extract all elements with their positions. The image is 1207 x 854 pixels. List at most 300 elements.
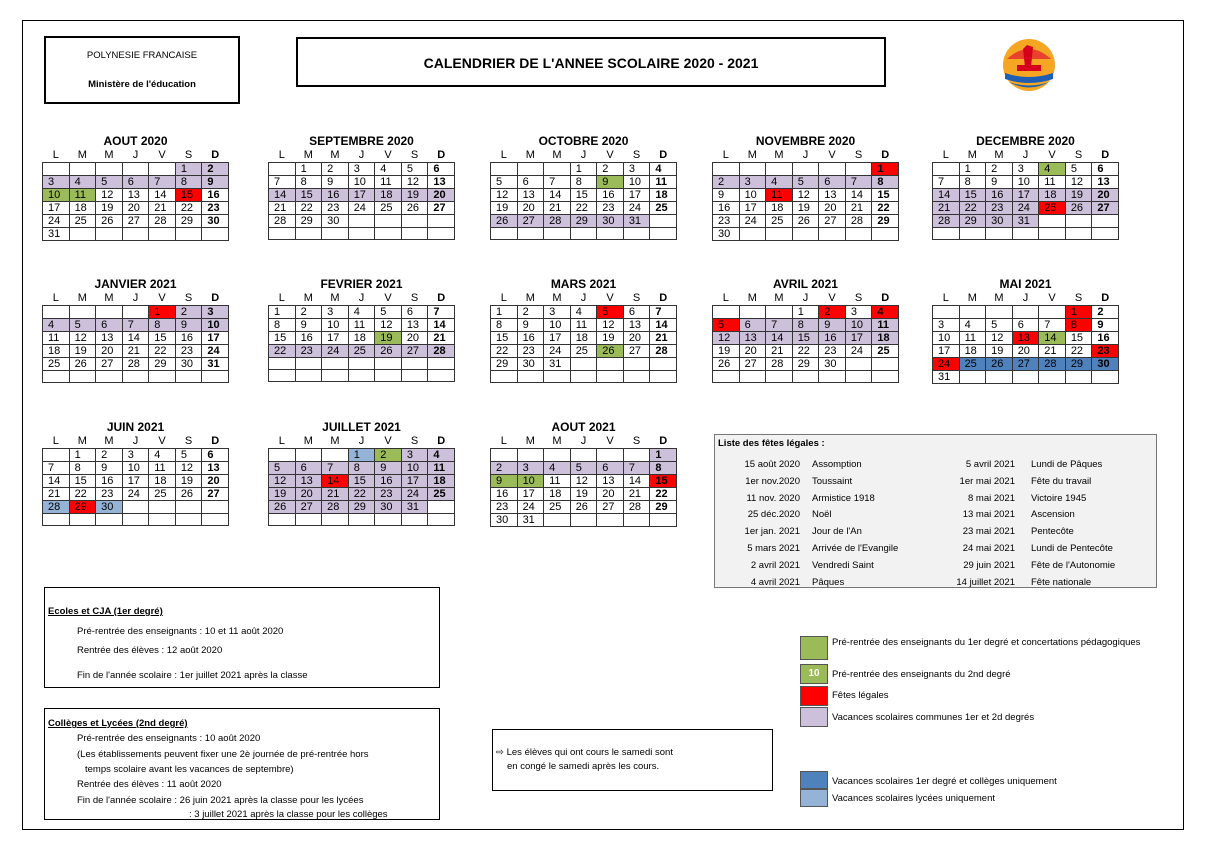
day-cell (570, 371, 597, 383)
weekday-label: D (659, 435, 668, 447)
day-cell: 7 (623, 462, 650, 475)
weekday-label: M (525, 149, 535, 161)
day-cell: 14 (623, 475, 650, 488)
day-cell (986, 306, 1013, 319)
day-cell: 15 (570, 189, 597, 202)
day-cell: 7 (269, 176, 296, 189)
day-cell: 4 (1039, 163, 1066, 176)
day-cell: 1 (69, 449, 96, 462)
day-cell (43, 449, 70, 462)
day-cell: 8 (269, 319, 296, 332)
day-cell: 27 (1012, 358, 1039, 371)
day-cell: 24 (623, 202, 650, 215)
month-table (932, 291, 1119, 384)
day-cell: 23 (517, 345, 544, 358)
day-cell: 28 (544, 215, 571, 228)
day-cell: 29 (959, 215, 986, 228)
day-cell (295, 228, 322, 240)
day-cell: 23 (202, 202, 229, 215)
day-cell: 23 (322, 202, 349, 215)
day-cell: 11 (428, 462, 455, 475)
day-cell: 21 (149, 202, 176, 215)
note-line: Les élèves qui ont cours le samedi sont (506, 747, 673, 758)
day-cell: 26 (713, 358, 740, 371)
day-cell: 30 (597, 215, 624, 228)
day-cell (933, 228, 960, 240)
weekday-label: D (881, 149, 890, 161)
day-cell: 12 (69, 332, 96, 345)
day-cell (375, 514, 402, 526)
day-cell: 18 (570, 332, 597, 345)
day-cell: 16 (96, 475, 123, 488)
day-cell: 22 (650, 488, 677, 501)
day-cell: 13 (202, 462, 229, 475)
day-cell: 15 (175, 189, 202, 202)
day-cell: 1 (175, 163, 202, 176)
day-cell: 27 (597, 501, 624, 514)
day-cell: 13 (428, 176, 455, 189)
day-cell (1012, 306, 1039, 319)
weekday-label: M (774, 292, 784, 304)
ecoles-line: Rentrée des élèves : 12 août 2020 (77, 645, 223, 656)
day-cell (1012, 228, 1039, 240)
day-cell (322, 370, 349, 382)
day-cell: 25 (570, 345, 597, 358)
weekday-label: V (606, 292, 614, 304)
day-cell: 11 (766, 189, 793, 202)
day-cell: 25 (428, 488, 455, 501)
feast-name: Noël (812, 509, 832, 521)
day-cell: 11 (544, 475, 571, 488)
day-cell: 22 (1065, 345, 1092, 358)
day-cell (149, 228, 176, 241)
day-cell: 1 (269, 306, 296, 319)
day-cell: 22 (491, 345, 518, 358)
weekday-label: S (1074, 292, 1083, 304)
day-cell: 12 (713, 332, 740, 345)
feast-date: 4 avril 2021 (750, 576, 800, 588)
day-cell: 4 (766, 176, 793, 189)
day-cell: 10 (43, 189, 70, 202)
day-cell (322, 449, 349, 462)
day-cell (544, 371, 571, 383)
day-cell: 15 (69, 475, 96, 488)
day-cell (792, 163, 819, 176)
day-cell: 17 (202, 332, 229, 345)
day-cell: 17 (401, 475, 428, 488)
day-cell: 20 (122, 202, 149, 215)
feast-name: Fête du travail (1031, 475, 1092, 487)
day-cell: 1 (959, 163, 986, 176)
weekday-label: J (802, 292, 809, 304)
day-cell (650, 371, 677, 383)
feast-date: 5 mars 2021 (747, 543, 800, 554)
day-cell: 7 (845, 176, 872, 189)
feast-name: Victoire 1945 (1031, 492, 1087, 504)
feast-date: 1er jan. 2021 (744, 526, 800, 538)
weekday-label: J (358, 435, 365, 447)
day-cell: 16 (713, 202, 740, 215)
month-title: SEPTEMBRE 2020 (309, 134, 414, 148)
day-cell: 8 (959, 176, 986, 189)
month-table (712, 291, 899, 383)
day-cell: 31 (544, 358, 571, 371)
day-cell: 12 (570, 475, 597, 488)
day-cell: 13 (517, 189, 544, 202)
day-cell: 30 (819, 358, 846, 371)
day-cell: 23 (1092, 345, 1119, 358)
day-cell: 30 (96, 501, 123, 514)
day-cell: 15 (348, 475, 375, 488)
day-cell: 12 (96, 189, 123, 202)
feast-name: Armistice 1918 (812, 492, 875, 504)
day-cell: 31 (202, 358, 229, 371)
day-cell: 26 (375, 345, 402, 358)
day-cell (517, 371, 544, 383)
day-cell (295, 514, 322, 526)
day-cell (597, 514, 624, 527)
day-cell: 29 (650, 501, 677, 514)
day-cell: 20 (96, 345, 123, 358)
month-4 (932, 134, 1119, 240)
day-cell: 18 (872, 332, 899, 345)
day-cell: 25 (69, 215, 96, 228)
day-cell (175, 371, 202, 383)
day-cell: 16 (1092, 332, 1119, 345)
day-cell (428, 228, 455, 240)
day-cell: 2 (491, 462, 518, 475)
month-title: MAI 2021 (999, 277, 1052, 291)
feast-date: 5 avril 2021 (965, 459, 1015, 470)
weekday-label: M (552, 149, 562, 161)
day-cell: 19 (713, 345, 740, 358)
arrow-icon: ⇨ (496, 747, 504, 758)
day-cell: 11 (570, 319, 597, 332)
legend-purple-text: Vacances scolaires communes 1er et 2d degrés (832, 712, 1035, 723)
day-cell: 10 (739, 189, 766, 202)
day-cell (348, 228, 375, 240)
day-cell: 3 (845, 306, 872, 319)
day-cell: 11 (348, 319, 375, 332)
day-cell: 2 (202, 163, 229, 176)
weekday-label: S (184, 435, 193, 447)
day-cell (739, 306, 766, 319)
day-cell: 14 (122, 332, 149, 345)
polynesia-emblem-icon (1001, 37, 1057, 93)
month-title: OCTOBRE 2020 (538, 134, 629, 148)
day-cell: 24 (517, 501, 544, 514)
day-cell: 15 (650, 475, 677, 488)
day-cell: 16 (597, 189, 624, 202)
day-cell: 28 (269, 215, 296, 228)
day-cell: 11 (69, 189, 96, 202)
day-cell: 18 (544, 488, 571, 501)
day-cell: 18 (1039, 189, 1066, 202)
day-cell (491, 163, 518, 176)
day-cell: 20 (597, 488, 624, 501)
day-cell: 16 (322, 189, 349, 202)
legend-red-swatch (800, 686, 828, 706)
day-cell (933, 163, 960, 176)
day-cell: 8 (175, 176, 202, 189)
day-cell (517, 449, 544, 462)
day-cell: 14 (650, 319, 677, 332)
weekday-label: M (303, 435, 313, 447)
day-cell: 2 (175, 306, 202, 319)
day-cell: 4 (428, 449, 455, 462)
day-cell: 1 (872, 163, 899, 176)
day-cell: 19 (792, 202, 819, 215)
day-cell: 9 (986, 176, 1013, 189)
day-cell: 29 (570, 215, 597, 228)
day-cell (623, 228, 650, 240)
weekday-label: J (358, 149, 365, 161)
day-cell: 12 (375, 319, 402, 332)
weekday-label: V (384, 435, 392, 447)
day-cell: 30 (517, 358, 544, 371)
day-cell (597, 228, 624, 240)
day-cell: 15 (792, 332, 819, 345)
weekday-label: J (132, 435, 139, 447)
day-cell: 17 (348, 189, 375, 202)
month-table (42, 148, 229, 241)
day-cell (792, 371, 819, 383)
day-cell (43, 163, 70, 176)
day-cell: 27 (96, 358, 123, 371)
legend-green-swatch (800, 636, 828, 660)
day-cell: 7 (122, 319, 149, 332)
day-cell: 23 (819, 345, 846, 358)
day-cell: 6 (819, 176, 846, 189)
day-cell: 17 (623, 189, 650, 202)
day-cell: 30 (491, 514, 518, 527)
day-cell: 7 (650, 306, 677, 319)
day-cell: 20 (295, 488, 322, 501)
day-cell: 28 (122, 358, 149, 371)
day-cell: 23 (96, 488, 123, 501)
day-cell (819, 163, 846, 176)
day-cell: 27 (295, 501, 322, 514)
day-cell (1039, 215, 1066, 228)
day-cell: 6 (1012, 319, 1039, 332)
day-cell: 12 (986, 332, 1013, 345)
day-cell (819, 371, 846, 383)
day-cell: 2 (713, 176, 740, 189)
day-cell: 23 (295, 345, 322, 358)
weekday-label: S (1074, 149, 1083, 161)
weekday-label: L (278, 435, 285, 447)
day-cell: 24 (202, 345, 229, 358)
day-cell: 22 (872, 202, 899, 215)
day-cell: 8 (491, 319, 518, 332)
saturday-note (492, 729, 773, 791)
weekday-label: M (774, 149, 784, 161)
weekday-label: L (500, 292, 507, 304)
day-cell (517, 163, 544, 176)
feast-date: 25 déc.2020 (747, 509, 800, 521)
day-cell (43, 371, 70, 383)
weekday-label: L (942, 292, 949, 304)
day-cell: 20 (517, 202, 544, 215)
note-line: en congé le samedi après les cours. (507, 761, 660, 772)
day-cell (202, 371, 229, 383)
day-cell: 7 (43, 462, 70, 475)
day-cell: 19 (597, 332, 624, 345)
weekday-label: V (384, 292, 392, 304)
day-cell: 19 (491, 202, 518, 215)
weekday-label: V (606, 435, 614, 447)
day-cell: 28 (428, 345, 455, 358)
day-cell: 19 (570, 488, 597, 501)
day-cell: 22 (959, 202, 986, 215)
legend-blue2-text: Vacances scolaires lycées uniquement (832, 793, 995, 804)
day-cell: 21 (1039, 345, 1066, 358)
day-cell: 9 (517, 319, 544, 332)
day-cell: 11 (375, 176, 402, 189)
month-1 (268, 134, 455, 240)
weekday-label: J (132, 149, 139, 161)
day-cell: 27 (1092, 202, 1119, 215)
day-cell: 11 (1039, 176, 1066, 189)
month-5 (42, 277, 229, 383)
month-11 (268, 420, 455, 526)
day-cell: 23 (175, 345, 202, 358)
day-cell: 8 (295, 176, 322, 189)
day-cell (959, 306, 986, 319)
day-cell: 9 (322, 176, 349, 189)
day-cell: 10 (1012, 176, 1039, 189)
day-cell: 28 (623, 501, 650, 514)
day-cell (739, 371, 766, 383)
day-cell (96, 306, 123, 319)
day-cell: 30 (322, 215, 349, 228)
day-cell (401, 514, 428, 526)
day-cell: 24 (43, 215, 70, 228)
day-cell (401, 215, 428, 228)
month-3 (712, 134, 899, 241)
day-cell (96, 228, 123, 241)
day-cell (269, 449, 296, 462)
month-table (490, 291, 677, 383)
day-cell (713, 306, 740, 319)
feast-name: Ascension (1031, 509, 1075, 521)
day-cell: 16 (491, 488, 518, 501)
feast-date: 24 mai 2021 (962, 543, 1015, 554)
day-cell: 18 (766, 202, 793, 215)
weekday-label: M (994, 292, 1004, 304)
weekday-label: S (854, 292, 863, 304)
day-cell: 30 (375, 501, 402, 514)
day-cell: 15 (959, 189, 986, 202)
weekday-label: V (384, 149, 392, 161)
day-cell: 22 (69, 488, 96, 501)
month-9 (932, 277, 1119, 384)
day-cell: 24 (544, 345, 571, 358)
day-cell: 18 (959, 345, 986, 358)
weekday-label: D (211, 435, 220, 447)
day-cell: 5 (175, 449, 202, 462)
day-cell: 25 (149, 488, 176, 501)
weekday-label: L (500, 149, 507, 161)
weekday-label: L (942, 149, 949, 161)
day-cell (401, 228, 428, 240)
day-cell (933, 306, 960, 319)
day-cell: 4 (375, 163, 402, 176)
day-cell (570, 358, 597, 371)
day-cell (491, 228, 518, 240)
month-table (932, 148, 1119, 240)
day-cell: 3 (623, 163, 650, 176)
day-cell: 24 (122, 488, 149, 501)
day-cell (269, 358, 296, 370)
weekday-label: S (410, 292, 419, 304)
weekday-label: L (278, 149, 285, 161)
day-cell (375, 215, 402, 228)
day-cell (149, 163, 176, 176)
day-cell (739, 228, 766, 241)
day-cell: 5 (713, 319, 740, 332)
day-cell: 3 (1012, 163, 1039, 176)
day-cell: 7 (766, 319, 793, 332)
day-cell (1039, 371, 1066, 384)
day-cell: 11 (149, 462, 176, 475)
day-cell: 26 (597, 345, 624, 358)
month-12 (490, 420, 677, 527)
day-cell: 7 (322, 462, 349, 475)
day-cell (959, 228, 986, 240)
weekday-label: D (659, 292, 668, 304)
day-cell (544, 163, 571, 176)
day-cell (428, 358, 455, 370)
month-title: DECEMBRE 2020 (976, 134, 1075, 148)
day-cell: 4 (149, 449, 176, 462)
day-cell: 16 (986, 189, 1013, 202)
day-cell (872, 358, 899, 371)
day-cell (766, 228, 793, 241)
day-cell: 27 (428, 202, 455, 215)
weekday-label: M (552, 292, 562, 304)
month-title: FEVRIER 2021 (320, 277, 403, 291)
day-cell (872, 371, 899, 383)
day-cell: 10 (322, 319, 349, 332)
weekday-label: L (52, 292, 59, 304)
day-cell (623, 449, 650, 462)
day-cell (149, 514, 176, 526)
day-cell: 5 (69, 319, 96, 332)
day-cell: 20 (428, 189, 455, 202)
weekday-label: J (1022, 149, 1029, 161)
day-cell: 8 (650, 462, 677, 475)
day-cell: 27 (517, 215, 544, 228)
day-cell: 22 (269, 345, 296, 358)
day-cell: 14 (933, 189, 960, 202)
day-cell: 6 (428, 163, 455, 176)
month-7 (490, 277, 677, 383)
day-cell (491, 371, 518, 383)
day-cell: 13 (623, 319, 650, 332)
month-2 (490, 134, 677, 240)
day-cell: 19 (1065, 189, 1092, 202)
day-cell (401, 370, 428, 382)
day-cell: 5 (792, 176, 819, 189)
day-cell: 1 (491, 306, 518, 319)
colleges-line: (Les établissements peuvent fixer une 2è journée de pré-rentrée hors (77, 749, 369, 760)
legend-blue1-swatch (800, 771, 828, 789)
day-cell (322, 514, 349, 526)
day-cell: 4 (43, 319, 70, 332)
day-cell: 13 (597, 475, 624, 488)
weekday-label: M (330, 292, 340, 304)
